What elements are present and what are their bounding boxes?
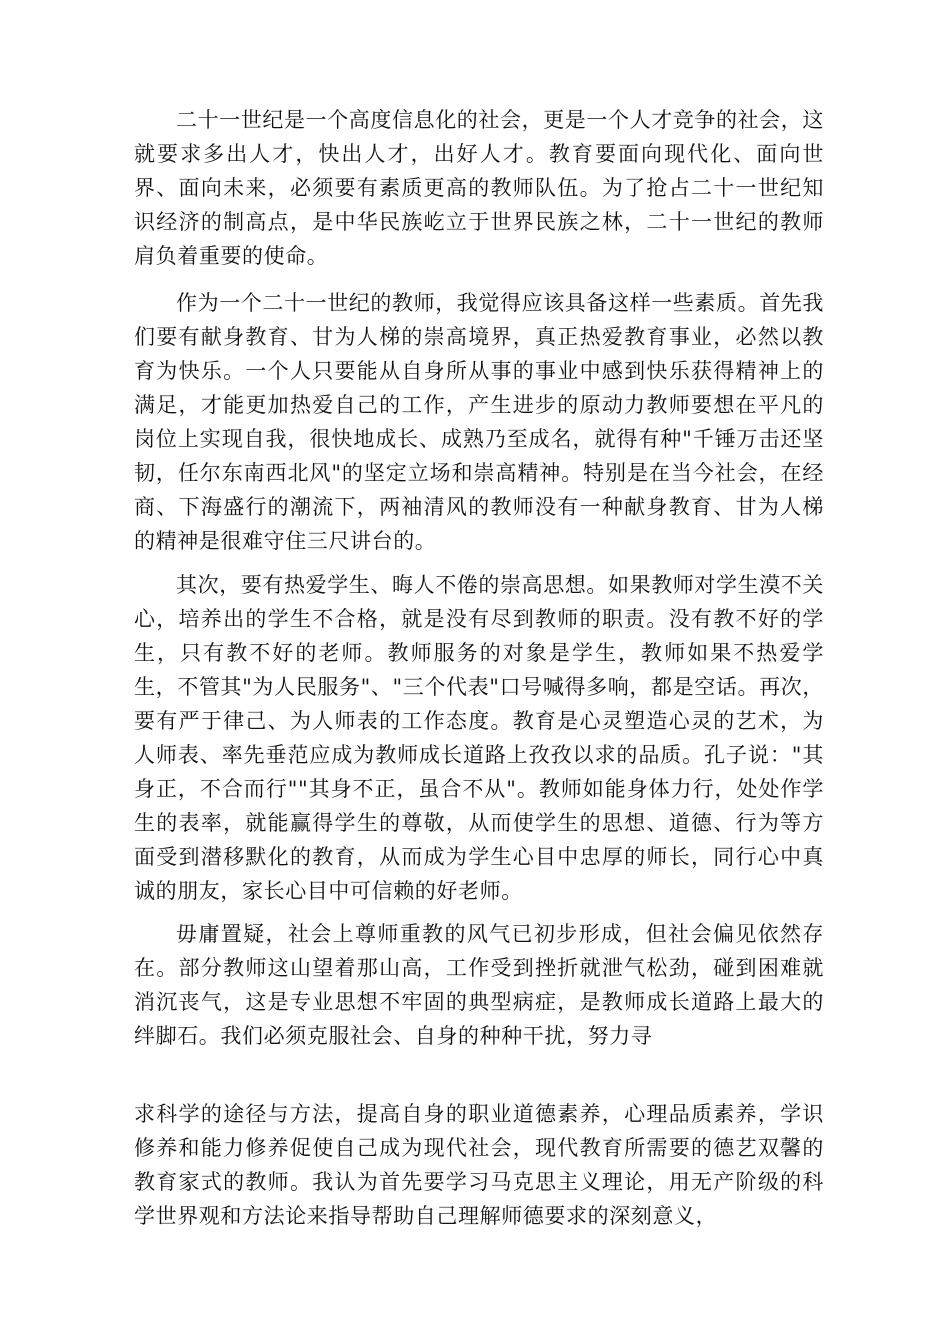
paragraph-1: 二十一世纪是一个高度信息化的社会，更是一个人才竞争的社会，这就要求多出人才，快出人才，出好人才。教育要面向现代化、面向世界、面向未来，必须要有素质更高的教师队伍。为了抢占二十一世纪知识经济的制高点，是中华民族屹立于世界民族之林，二十一世纪的教师肩负着重要的使命。 [134, 108, 824, 268]
paragraph-5: 求科学的途径与方法，提高自身的职业道德素养，心理品质素养，学识修养和能力修养促使自己成为现代社会，现代教育所需要的德艺双馨的教育家式的教师。我认为首先要学习马克思主义理论，用无产阶级的科学世界观和方法论来指导帮助自己理解师德要求的深刻意义， [134, 1102, 824, 1228]
paragraph-4: 毋庸置疑，社会上尊师重教的风气已初步形成，但社会偏见依然存在。部分教师这山望着那山高，工作受到挫折就泄气松劲，碰到困难就消沉丧气，这是专业思想不牢固的典型病症，是教师成长道路上最大的绊脚石。我们必须克服社会、自身的种种干扰，努力寻 [134, 922, 824, 1048]
paragraph-3: 其次，要有热爱学生、晦人不倦的崇高思想。如果教师对学生漠不关心，培养出的学生不合格，就是没有尽到教师的职责。没有教不好的学生，只有教不好的老师。教师服务的对象是学生，教师如果不热爱学生，不管其"为人民服务"、"三个代表"口号喊得多响，都是空话。再次，要有严于律己、为人师表的工作态度。教育是心灵塑造心灵的艺术，为人师表、率先垂范应成为教师成长道路上孜孜以求的品质。孔子说："其身正，不合而行""其身不正，虽合不从"。教师如能身体力行，处处作学生的表率，就能赢得学生的尊敬，从而使学生的思想、道德、行为等方面受到潜移默化的教育，从而成为学生心目中忠厚的师长，同行心中真诚的朋友，家长心目中可信赖的好老师。 [134, 573, 824, 903]
paragraph-2: 作为一个二十一世纪的教师，我觉得应该具备这样一些素质。首先我们要有献身教育、甘为人梯的崇高境界，真正热爱教育事业，必然以教育为快乐。一个人只要能从自身所从事的事业中感到快乐获得精神上的满足，才能更加热爱自己的工作，产生进步的原动力教师要想在平凡的岗位上实现自我，很快地成长、成熟乃至成名，就得有种"千锤万击还坚韧，任尔东南西北风"的坚定立场和崇高精神。特别是在当今社会，在经商、下海盛行的潮流下，两袖清风的教师没有一种献身教育、甘为人梯的精神是很难守住三尺讲台的。 [134, 291, 824, 553]
